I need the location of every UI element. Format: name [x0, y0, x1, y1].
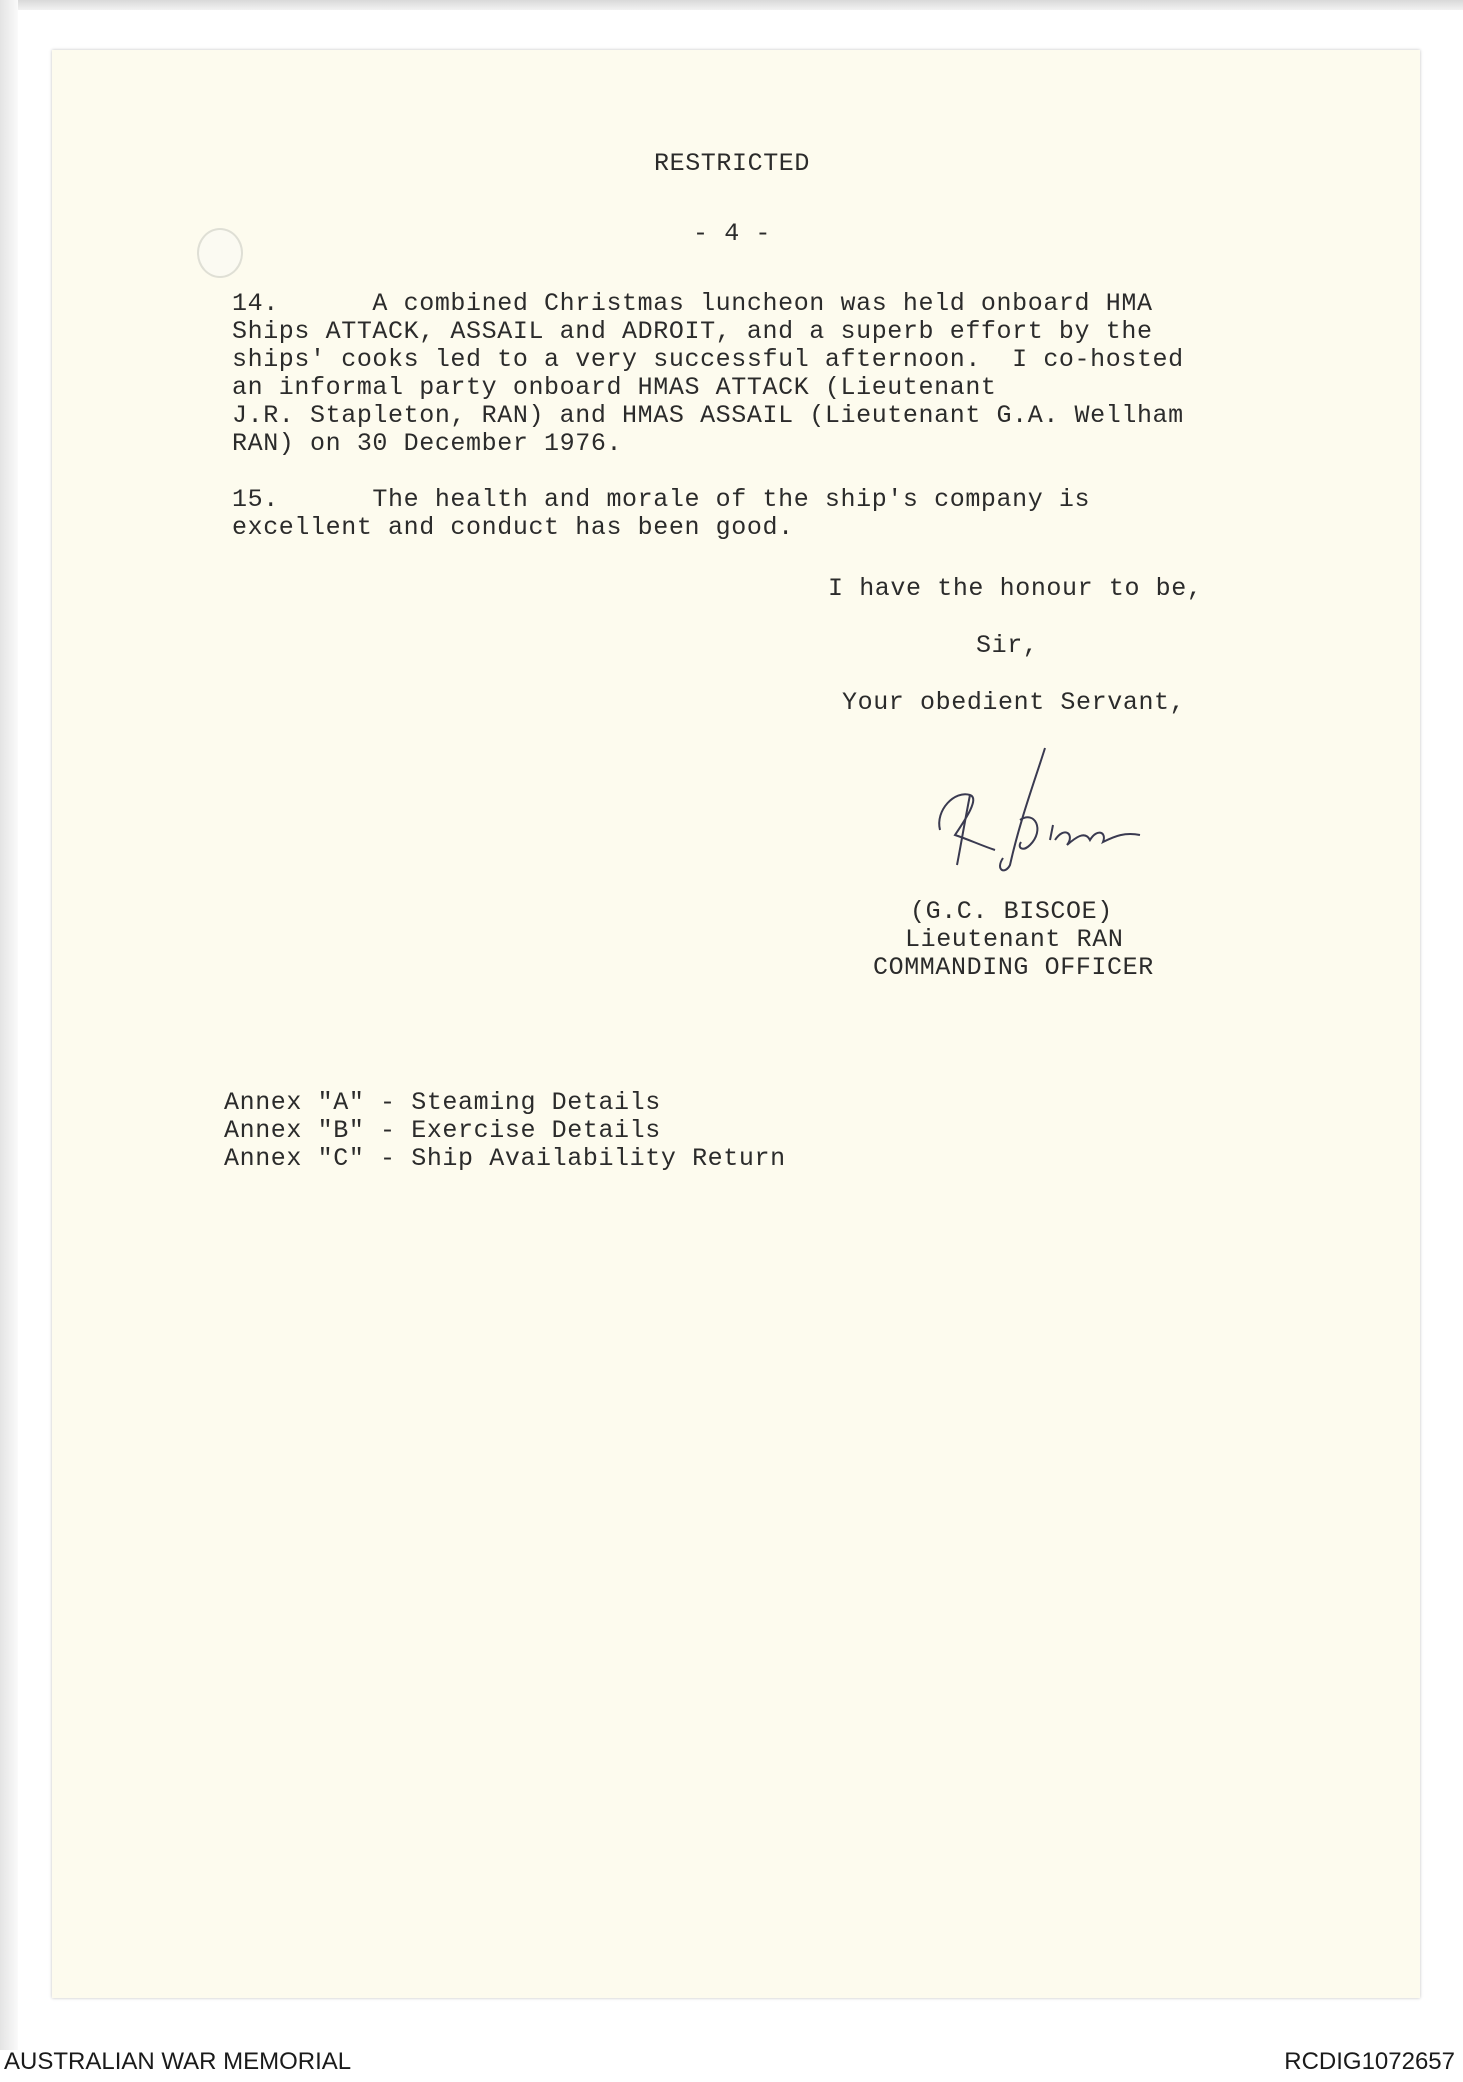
signatory-title: COMMANDING OFFICER [873, 953, 1154, 982]
closing-servant: Your obedient Servant, [842, 688, 1186, 717]
page-number: - 4 - [692, 219, 771, 248]
punch-hole-mark [197, 228, 243, 278]
annex-item: Annex "B" - Exercise Details [224, 1116, 661, 1145]
handwritten-signature [925, 740, 1185, 890]
scan-edge-left [0, 0, 18, 2050]
paragraph-line: 15. The health and morale of the ship's company is [232, 485, 1091, 514]
footer-record-id: RCDIG1072657 [1284, 2048, 1455, 2075]
paragraph-line: an informal party onboard HMAS ATTACK (Lieutenant [232, 373, 997, 402]
annex-item: Annex "A" - Steaming Details [224, 1088, 661, 1117]
closing-honour: I have the honour to be, [828, 574, 1203, 603]
paragraph-line: ships' cooks led to a very successful afternoon. I co-hosted [232, 345, 1184, 374]
scan-edge-top [0, 0, 1463, 10]
signatory-rank: Lieutenant RAN [905, 925, 1124, 954]
paragraph-line: Ships ATTACK, ASSAIL and ADROIT, and a superb effort by the [232, 317, 1153, 346]
paragraph-line: excellent and conduct has been good. [232, 513, 794, 542]
paragraph-line: J.R. Stapleton, RAN) and HMAS ASSAIL (Lieutenant G.A. Wellham [232, 401, 1184, 430]
annex-item: Annex "C" - Ship Availability Return [224, 1144, 786, 1173]
closing-salutation: Sir, [976, 631, 1039, 660]
signatory-name: (G.C. BISCOE) [910, 897, 1113, 926]
footer-institution: AUSTRALIAN WAR MEMORIAL [4, 2048, 352, 2075]
classification-header: RESTRICTED [653, 149, 811, 178]
paragraph-line: 14. A combined Christmas luncheon was held onboard HMA [232, 289, 1153, 318]
paragraph-line: RAN) on 30 December 1976. [232, 429, 623, 458]
